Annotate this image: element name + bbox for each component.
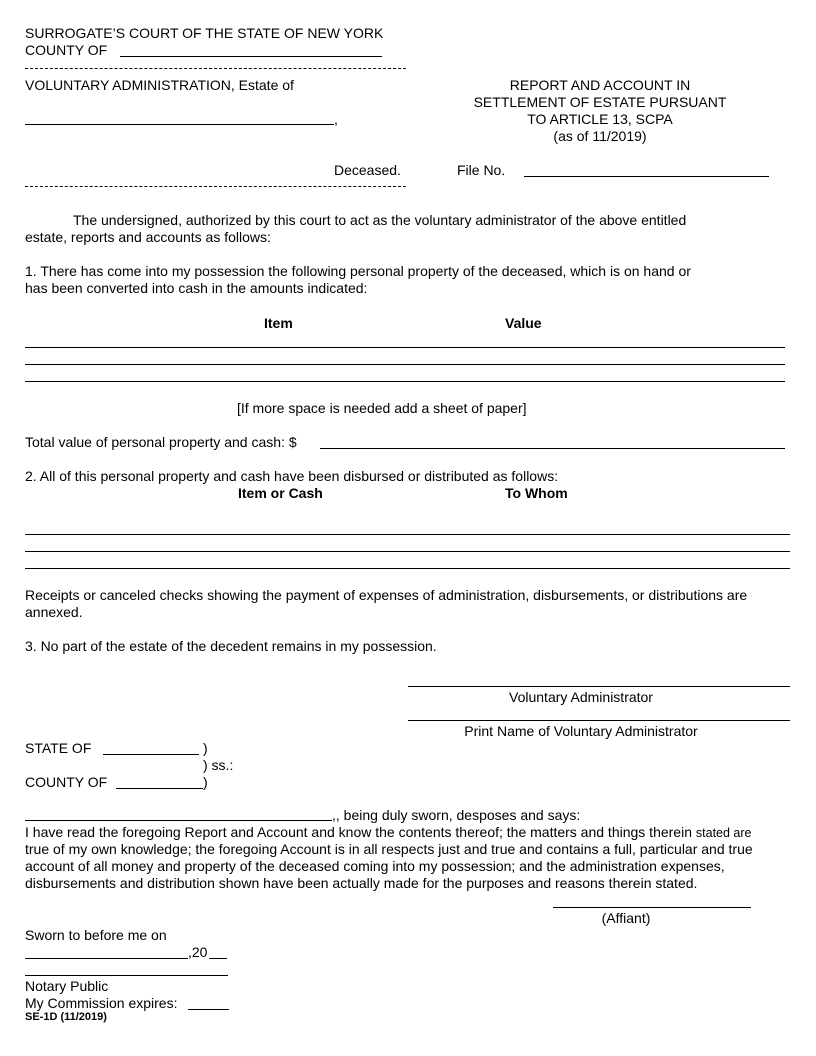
- divider-top: [25, 68, 406, 69]
- county-of-label: COUNTY OF: [25, 774, 108, 790]
- admin-signature-line[interactable]: [408, 686, 790, 687]
- commission-blank[interactable]: [188, 1009, 229, 1010]
- section3-line-1: 3. No part of the estate of the decedent remains in my possession.: [25, 638, 437, 654]
- section1-line-2: has been converted into cash in the amounts indicated:: [25, 280, 368, 296]
- decedent-name-blank[interactable]: [25, 124, 334, 125]
- section1-line-1: 1. There has come into my possession the following personal property of the deceased, which is on hand or: [25, 263, 691, 279]
- year-blank[interactable]: [209, 958, 227, 959]
- total-value-blank[interactable]: [320, 448, 785, 449]
- notary-signature-line[interactable]: [25, 975, 228, 976]
- distribution-line-1[interactable]: [25, 534, 790, 535]
- title-line-2: SETTLEMENT OF ESTATE PURSUANT: [473, 94, 727, 110]
- state-of-blank[interactable]: [103, 754, 199, 755]
- sworn-date-blank[interactable]: [25, 958, 188, 959]
- divider-bottom: [25, 186, 406, 187]
- voluntary-admin-label: Voluntary Administrator: [509, 689, 653, 705]
- col-value-header: Value: [505, 315, 542, 331]
- receipts-line-1: Receipts or canceled checks showing the payment of expenses of administration, disbursements, or distributions are: [25, 587, 748, 603]
- col-item-or-cash-header: Item or Cash: [238, 485, 323, 501]
- more-space-note: [If more space is needed add a sheet of paper]: [237, 400, 527, 416]
- notary-public-label: Notary Public: [25, 978, 109, 994]
- form-id: SE-1D (11/2019): [25, 1011, 107, 1023]
- print-name-line[interactable]: [408, 720, 790, 721]
- intro-line-2: estate, reports and accounts as follows:: [25, 229, 271, 245]
- sworn-suffix: ,, being duly sworn, desposes and says:: [332, 807, 581, 823]
- intro-line-1: The undersigned, authorized by this court to act as the voluntary administrator of the above entitled: [73, 212, 687, 228]
- affidavit-line-1-small: stated are: [695, 826, 752, 840]
- property-line-1[interactable]: [25, 347, 785, 348]
- caption-comma: ,: [334, 111, 338, 127]
- county-blank[interactable]: [120, 56, 382, 57]
- property-line-2[interactable]: [25, 364, 785, 365]
- year-prefix: ,20: [188, 944, 208, 960]
- distribution-line-3[interactable]: [25, 568, 790, 569]
- print-name-label: Print Name of Voluntary Administrator: [464, 723, 698, 739]
- affidavit-line-4: disbursements and distribution shown have been actually made for the purposes and reasons therein stated.: [25, 875, 698, 891]
- col-item-header: Item: [264, 315, 293, 331]
- venue-paren-1: ): [203, 740, 208, 756]
- distribution-line-2[interactable]: [25, 551, 790, 552]
- affiant-signature-line[interactable]: [553, 907, 751, 908]
- deceased-label: Deceased.: [334, 162, 401, 178]
- venue-paren-2: ): [203, 774, 208, 790]
- title-line-4: (as of 11/2019): [553, 128, 647, 144]
- affidavit-line-1: [25, 824, 751, 842]
- county-label: COUNTY OF: [25, 42, 108, 58]
- sworn-before-label: Sworn to before me on: [25, 927, 167, 943]
- property-line-3[interactable]: [25, 381, 785, 382]
- affidavit-line-1-text: I have read the foregoing Report and Account and know the contents thereof; the matters and things therein: [25, 824, 692, 840]
- file-no-label: File No.: [457, 162, 506, 178]
- affidavit-line-3: account of all money and property of the deceased coming into my possession; and the administration expenses,: [25, 858, 725, 874]
- county-of-blank[interactable]: [116, 788, 203, 789]
- affidavit-line-2: true of my own knowledge; the foregoing Account is in all respects just and true and contains a full, particular and true: [25, 841, 753, 857]
- col-to-whom-header: To Whom: [505, 485, 568, 501]
- affiant-label: (Affiant): [601, 910, 651, 926]
- title-line-1: REPORT AND ACCOUNT IN: [509, 77, 691, 93]
- title-line-3: TO ARTICLE 13, SCPA: [527, 111, 673, 127]
- file-no-blank[interactable]: [524, 176, 769, 177]
- section2-line-1: 2. All of this personal property and cash have been disbursed or distributed as follows:: [25, 468, 559, 484]
- state-of-label: STATE OF: [25, 740, 92, 756]
- affiant-name-blank[interactable]: [25, 820, 332, 821]
- court-name: SURROGATE’S COURT OF THE STATE OF NEW YORK: [25, 25, 384, 41]
- total-value-label: Total value of personal property and cash: $: [25, 434, 297, 450]
- commission-label: My Commission expires:: [25, 995, 178, 1011]
- venue-ss: ) ss.:: [203, 757, 234, 773]
- estate-label: VOLUNTARY ADMINISTRATION, Estate of: [25, 77, 294, 93]
- receipts-line-2: annexed.: [25, 604, 83, 620]
